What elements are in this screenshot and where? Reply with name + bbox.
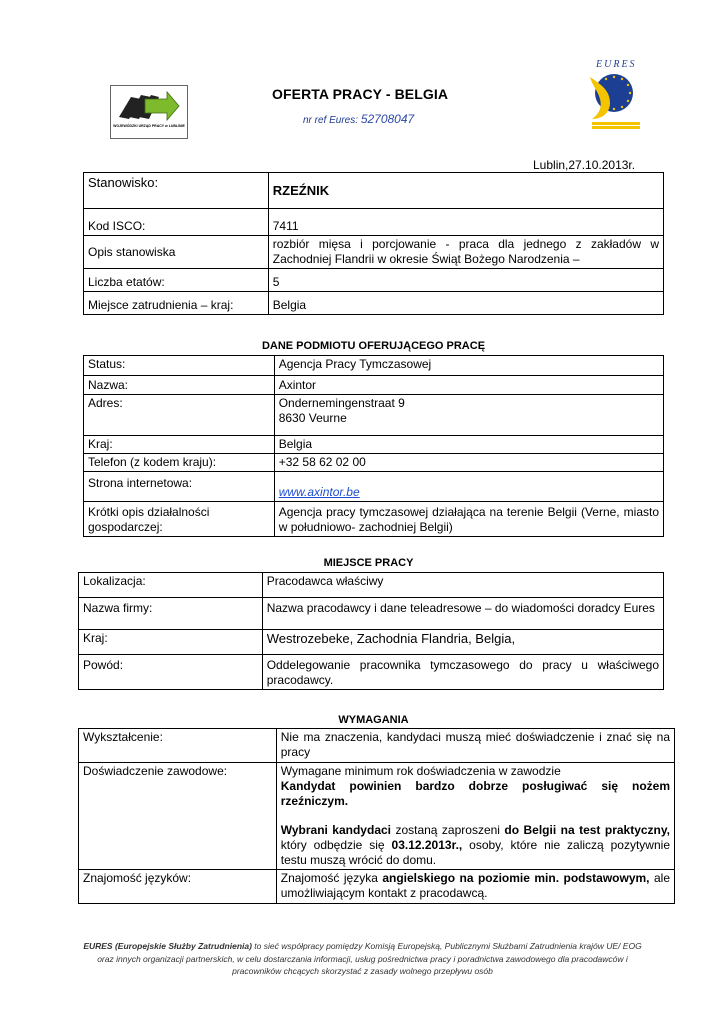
- opis-stanowiska-value: rozbiór mięsa i porcjowanie - praca dla jednego z zakładów w Zachodniej Flandrii w okresie Świąt Bożego Narodzenia –: [268, 236, 663, 269]
- doswiadczenie-value: [276, 763, 674, 870]
- wybrani-text-3: osoby, które nie zaliczą pozytywnie testu muszą wrócić do domu.: [280, 838, 670, 867]
- powod-label: Powód:: [79, 655, 263, 690]
- wup-logo-caption: WOJEWÓDZKI URZĄD PRACY w LUBLINIE: [113, 124, 185, 128]
- ref-value: 52708047: [360, 112, 415, 126]
- wyksztalcenie-label: Wykształcenie:: [79, 729, 277, 763]
- requirements-heading: WYMAGANIA: [338, 714, 409, 726]
- eures-emblem-icon: [580, 55, 644, 133]
- employer-heading: DANE PODMIOTU OFERUJĄCEGO PRACĘ: [261, 340, 486, 352]
- arrow-logo-icon: [115, 89, 181, 123]
- liczba-etatow-value: 5: [268, 269, 663, 292]
- nazwa-value: Axintor: [274, 376, 663, 395]
- wybrani-bold-1: Wybrani kandydaci: [280, 823, 391, 837]
- telefon-value: +32 58 62 02 00: [274, 454, 663, 472]
- requirements-table: [78, 728, 675, 904]
- jezyki-text-2: ale umożliwiającym kontakt z pracodawcą.: [280, 871, 670, 900]
- wybrani-bold-2: do Belgii na test praktyczny,: [504, 823, 671, 837]
- wybrani-kandydaci-text: [281, 823, 670, 868]
- website-link[interactable]: www.axintor.be: [278, 485, 360, 499]
- footer-note: [60, 940, 665, 978]
- status-value: Agencja Pracy Tymczasowej: [274, 356, 663, 376]
- wybrani-text-1: zostaną zaproszeni: [391, 823, 505, 837]
- telefon-label: Telefon (z kodem kraju):: [84, 454, 275, 472]
- miejsce-zatrudnienia-label: Miejsce zatrudnienia – kraj:: [84, 292, 269, 315]
- doswiadczenie-label: Doświadczenie zawodowe:: [79, 763, 277, 870]
- opis-dzialalnosci-label: Krótki opis działalności gospodarczej:: [84, 502, 275, 537]
- footer-line-3: pracowników chcących skorzystać z zasady wolnego przepływu osób: [232, 966, 493, 976]
- miejsce-zatrudnienia-value: Belgia: [268, 292, 663, 315]
- ref-label: nr ref Eures:: [303, 115, 359, 126]
- adres-label: Adres:: [84, 395, 275, 436]
- page-title: OFERTA PRACY - BELGIA: [272, 86, 449, 102]
- kraj-label: Kraj:: [84, 436, 275, 454]
- jezyki-value: [276, 870, 674, 904]
- doswiadczenie-line-2: Kandydat powinien bardzo dobrze posługiwać się nożem rzeźniczym.: [280, 779, 670, 808]
- doswiadczenie-line-1: Wymagane minimum rok doświadczenia w zawodzie: [280, 764, 561, 778]
- adres-line-2: 8630 Veurne: [278, 411, 347, 425]
- jezyki-bold: angielskiego na poziomie min. podstawowym,: [382, 871, 650, 885]
- footer-line-1-rest: to sieć współpracy pomiędzy Komisją Europejską, Publicznymi Służbami Zatrudnienia krajów UE/ EOG: [251, 941, 642, 951]
- stanowisko-label: Stanowisko:: [84, 173, 269, 209]
- wybrani-bold-3: 03.12.2013r.,: [391, 838, 463, 852]
- lokalizacja-label: Lokalizacja:: [79, 573, 263, 598]
- jezyki-label: Znajomość języków:: [79, 870, 277, 904]
- status-label: Status:: [84, 356, 275, 376]
- workplace-table: [78, 572, 664, 690]
- employer-table: [83, 355, 664, 537]
- eures-logo: [580, 55, 644, 133]
- stanowisko-value: RZEŹNIK: [268, 173, 663, 209]
- footer-bold: EURES (Europejskie Służby Zatrudnienia): [83, 941, 252, 951]
- nazwa-firmy-value: Nazwa pracodawcy i dane teleadresowe – do wiadomości doradcy Eures: [262, 598, 663, 630]
- adres-value: [274, 395, 663, 436]
- isco-value: 7411: [268, 209, 663, 236]
- wyksztalcenie-value: Nie ma znaczenia, kandydaci muszą mieć doświadczenie i znać się na pracy: [276, 729, 674, 763]
- position-table: [83, 172, 664, 315]
- kraj-value: Belgia: [274, 436, 663, 454]
- nazwa-firmy-label: Nazwa firmy:: [79, 598, 263, 630]
- jezyki-text-1: Znajomość języka: [280, 871, 383, 885]
- footer-line-2: oraz innych organizacji partnerskich, w celu dostarczania informacji, usług pośrednictwa pracy i poradnictwa zawodowego dla pracodawców i: [97, 953, 628, 964]
- www-label: Strona internetowa:: [84, 472, 275, 502]
- wybrani-text-2: który odbędzie się: [280, 838, 392, 852]
- workplace-heading: MIEJSCE PRACY: [323, 557, 414, 569]
- www-value-cell: [274, 472, 663, 502]
- lokalizacja-value: Pracodawca właściwy: [262, 573, 663, 598]
- eures-logo-text: EURES: [596, 59, 637, 70]
- kraj-miejsce-label: Kraj:: [79, 630, 263, 655]
- footer-line-1: [60, 940, 665, 953]
- powod-value: Oddelegowanie pracownika tymczasowego do pracy u właściwego pracodawcy.: [262, 655, 663, 690]
- liczba-etatow-label: Liczba etatów:: [84, 269, 269, 292]
- isco-label: Kod ISCO:: [84, 209, 269, 236]
- adres-line-1: Ondernemingenstraat 9: [278, 396, 405, 410]
- opis-stanowiska-label: Opis stanowiska: [84, 236, 269, 269]
- kraj-miejsce-value: Westrozebeke, Zachodnia Flandria, Belgia,: [262, 630, 663, 655]
- nazwa-label: Nazwa:: [84, 376, 275, 395]
- reference-number: [303, 112, 414, 126]
- opis-dzialalnosci-value: Agencja pracy tymczasowej działająca na terenie Belgii (Verne, miasto w południowo- zachodniej Belgii): [274, 502, 663, 537]
- wup-lublin-logo: [110, 85, 188, 139]
- document-date: Lublin,27.10.2013r.: [533, 158, 636, 172]
